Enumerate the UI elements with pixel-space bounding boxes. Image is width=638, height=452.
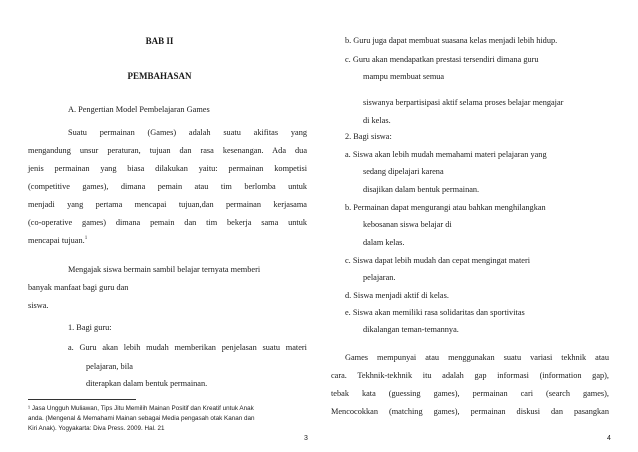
siswa-e-line1: e. Siswa akan memiliki rasa solidaritas dan sportivitas — [345, 308, 525, 317]
footnote-line3: Kiri Anak). Yogyakarta: Diva Press. 2009. Hal. 21 — [28, 425, 165, 432]
right-page — [319, 0, 638, 452]
siswa-b-line1: b. Permainan dapat mengurangi atau bahkan menghilangkan — [345, 203, 546, 212]
siswa-c-line1: c. Siswa dapat lebih mudah dan cepat mengingat materi — [345, 256, 531, 265]
page-number: 4 — [607, 435, 611, 442]
siswa-a-line2: sedang dipelajari karena — [363, 167, 444, 176]
footnote-line1: ¹ Jasa Ungguh Muliawan, Tips Jitu Memilih Mainan Positif dan Kreatif untuk Anak — [28, 405, 254, 412]
para2-line3: siswa. — [28, 301, 49, 310]
chapter-heading: BAB II — [145, 36, 174, 46]
para2-line2: banyak manfaat bagi guru dan — [28, 283, 129, 292]
siswa-a-line3: disajikan dalam bentuk permainan. — [363, 185, 480, 194]
siswa-a-line1: a. Siswa akan lebih mudah memahami materi pelajaran yang — [345, 150, 547, 159]
footnote-rule — [28, 399, 136, 400]
para1-line4: (competitive games), dimana pemain atau tim berlomba untuk — [28, 182, 307, 191]
para3-line1: Games mempunyai atau menggunakan suatu variasi tekhnik atau — [345, 353, 609, 362]
para2-line1: Mengajak siswa bermain sambil belajar ternyata memberi — [68, 265, 261, 274]
para3-line3: tebak kata (guessing games), permainan cari (search games), — [331, 389, 609, 398]
para1-line7 — [28, 236, 87, 246]
para3-line4: Mencocokkan (matching games), permainan diskusi dan pasangkan — [331, 407, 609, 416]
siswa-b-line2: kebosanan siswa belajar di — [363, 220, 452, 229]
para1-line6: (co-operative games) dimana pemain dan tim bekerja sama untuk — [28, 218, 307, 227]
para1-line5: menjadi yang pertama mencapai tujuan,dan permainan kerjasama — [28, 200, 307, 209]
footnote-line2: anda. (Mengenal & Memahami Mainan sebagai Media pengasah otak Kanan dan — [28, 415, 255, 422]
guru-a-line1: a. Guru akan lebih mudah memberikan penjelasan suatu materi — [68, 343, 307, 352]
para1-line2: mengandung unsur peraturan, tujuan dan rasa kesenangan. Ada dua — [28, 146, 307, 155]
siswa-c-line2: pelajaran. — [363, 273, 396, 282]
para1-last-text: mencapai tujuan. — [28, 236, 85, 245]
siswa-e-line2: dikalangan teman-temannya. — [363, 325, 459, 334]
list-item-siswa: 2. Bagi siswa: — [345, 132, 392, 141]
siswa-b-line3: dalam kelas. — [363, 238, 405, 247]
guru-a-line3: diterapkan dalam bentuk permainan. — [86, 379, 208, 388]
footnote-mark: 1 — [84, 236, 88, 242]
guru-c-line3: siswanya berpartisipasi aktif selama proses belajar mengajar — [363, 98, 564, 107]
guru-c-line1: c. Guru akan mendapatkan prestasi tersendiri dimana guru — [345, 55, 539, 64]
para3-line2: cara. Tekhnik-tekhnik itu adalah gap informasi (information gap), — [331, 371, 609, 380]
guru-c-line2: mampu membuat semua — [363, 72, 445, 81]
para1-line3: jenis permainan yang biasa dilakukan yaitu: permainan kompetisi — [28, 164, 307, 173]
para1-line1: Suatu permainan (Games) adalah suatu akifitas yang — [68, 128, 307, 137]
page-number: 3 — [304, 435, 308, 442]
chapter-title: PEMBAHASAN — [127, 71, 192, 81]
siswa-d: d. Siswa menjadi aktif di kelas. — [345, 291, 449, 300]
section-heading: A. Pengertian Model Pembelajaran Games — [68, 105, 210, 114]
guru-a-line2: pelajaran, bila — [86, 362, 133, 371]
list-item-guru: 1. Bagi guru: — [68, 323, 112, 332]
guru-b: b. Guru juga dapat membuat suasana kelas menjadi lebih hidup. — [345, 36, 558, 45]
guru-c-line4: di kelas. — [363, 116, 391, 125]
